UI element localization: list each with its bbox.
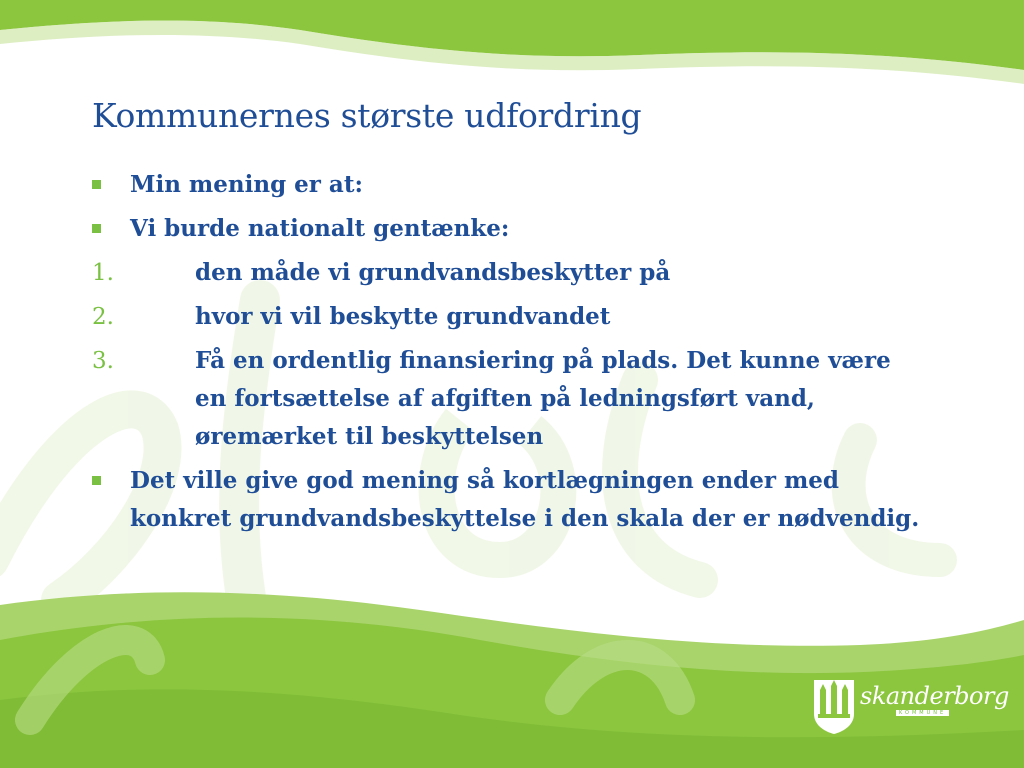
bullet-item: [92, 166, 922, 204]
item-number: 2.: [92, 304, 114, 330]
numbered-text: hvor vi vil beskytte grundvandet: [195, 303, 611, 330]
square-bullet-icon: [92, 476, 101, 485]
bullet-text: Vi burde nationalt gentænke:: [130, 215, 510, 242]
crest-icon: [812, 676, 856, 736]
bullet-item: [92, 462, 922, 538]
numbered-item: [92, 342, 922, 456]
square-bullet-icon: [92, 180, 101, 189]
bullet-item: [92, 210, 922, 248]
numbered-text: Få en ordentlig finansiering på plads. Det kunne være en fortsættelse af afgiften på ledningsført vand, øremærket til beskyttelsen: [195, 347, 891, 450]
numbered-text: den måde vi grundvandsbeskytter på: [195, 259, 671, 286]
square-bullet-icon: [92, 224, 101, 233]
municipality-logo: [812, 676, 1009, 736]
item-number: 3.: [92, 348, 114, 374]
slide-title: Kommunernes største udfordring: [92, 96, 642, 135]
bullet-text: Det ville give god mening så kortlægningen ender med konkret grundvandsbeskyttelse i den skala der er nødvendig.: [130, 467, 920, 532]
content-list: [92, 166, 922, 544]
logo-wordmark: skanderborg: [860, 682, 1009, 710]
numbered-item: [92, 298, 922, 336]
item-number: 1.: [92, 260, 114, 286]
bullet-text: Min mening er at:: [130, 171, 363, 198]
logo-subtitle: KOMMUNE: [896, 710, 949, 716]
numbered-item: [92, 254, 922, 292]
